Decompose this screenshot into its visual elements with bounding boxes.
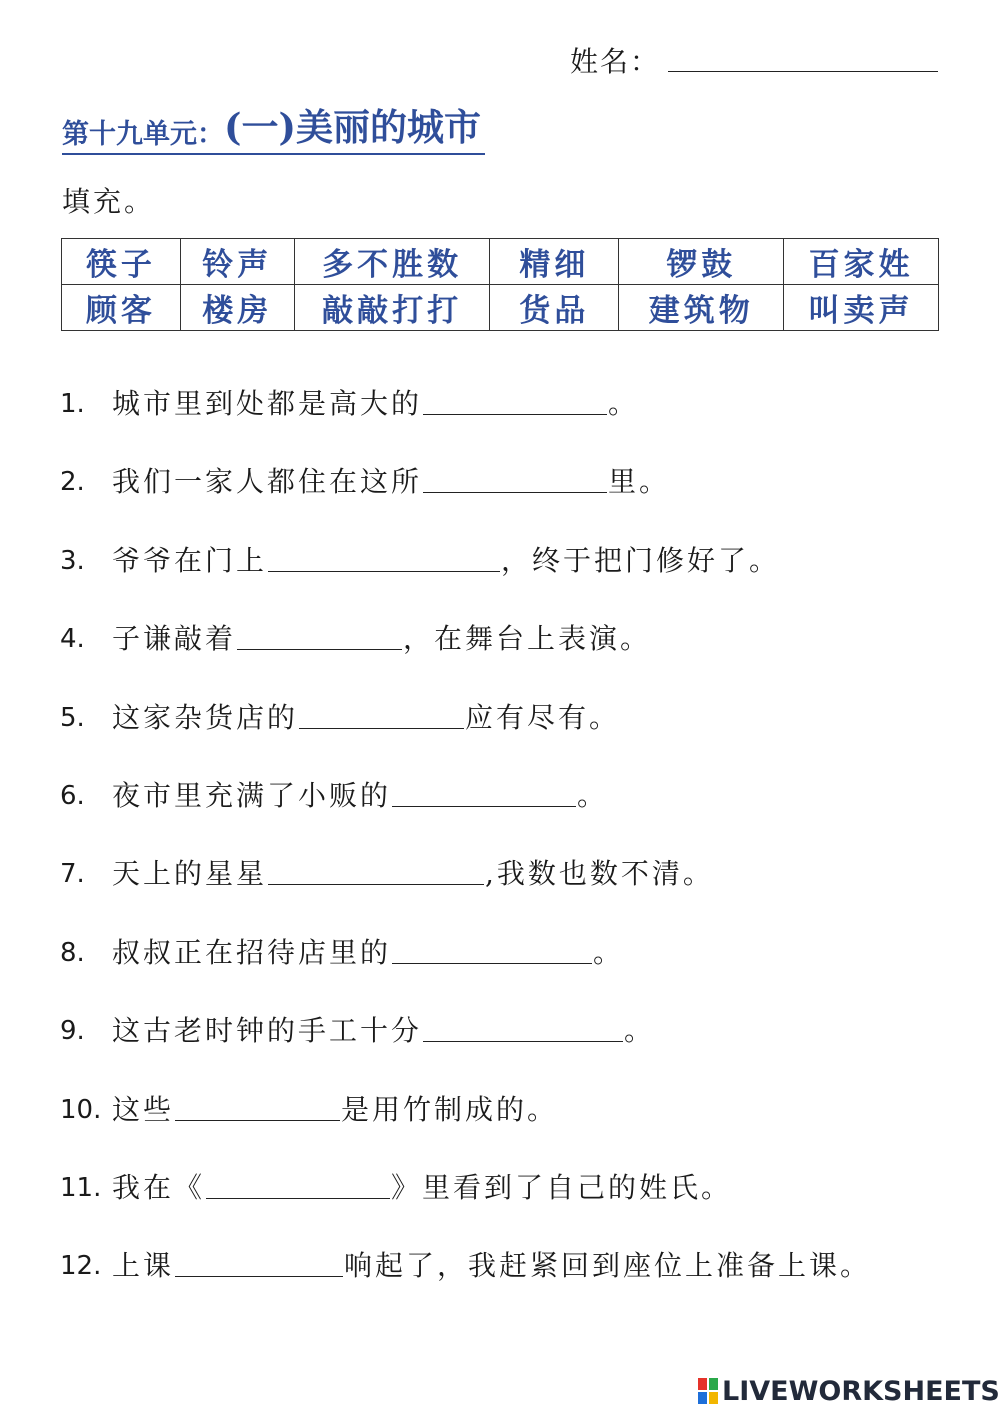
question-text-before: 这些 bbox=[112, 1092, 175, 1126]
question-number: 9. bbox=[60, 1016, 85, 1047]
question-number: 2. bbox=[60, 467, 85, 498]
question-text-after: 应有尽有。 bbox=[465, 700, 621, 734]
question-number: 7. bbox=[60, 859, 85, 890]
word-bank-cell: 敲敲打打 bbox=[294, 285, 490, 331]
liveworksheets-brand: LIVEWORKSHEETS bbox=[722, 1375, 1000, 1407]
word-bank-cell: 筷子 bbox=[62, 239, 181, 285]
question-text-before: 城市里到处都是高大的 bbox=[112, 387, 423, 420]
unit-title: 第十九单元： bbox=[62, 119, 224, 150]
page-title bbox=[62, 103, 485, 155]
question-text-before: 夜市里充满了小贩的 bbox=[112, 778, 392, 812]
question-item bbox=[60, 772, 980, 850]
answer-blank[interactable] bbox=[175, 1242, 343, 1277]
question-text-after: ,我数也数不清。 bbox=[485, 857, 714, 891]
question-text-after: 。 bbox=[608, 387, 640, 420]
question-item bbox=[60, 458, 980, 536]
liveworksheets-logo-icon bbox=[698, 1378, 718, 1404]
question-number: 12. bbox=[60, 1251, 102, 1282]
question-text-after: 里。 bbox=[608, 465, 671, 499]
question-item bbox=[60, 380, 980, 458]
question-text-before: 我们一家人都住在这所 bbox=[112, 465, 423, 499]
question-item bbox=[60, 1164, 980, 1242]
name-input-line[interactable] bbox=[668, 71, 938, 72]
word-bank-cell: 货品 bbox=[490, 285, 619, 331]
word-bank-row bbox=[62, 285, 939, 331]
question-item bbox=[60, 1007, 980, 1085]
question-text-after: 》里看到了自己的姓氏。 bbox=[391, 1170, 733, 1204]
question-text-before: 上课 bbox=[112, 1249, 175, 1283]
question-text-after: 。 bbox=[577, 778, 609, 812]
word-bank-cell: 叫卖声 bbox=[784, 285, 939, 331]
answer-blank[interactable] bbox=[175, 1086, 340, 1121]
question-list bbox=[60, 380, 980, 1321]
word-bank-row bbox=[62, 239, 939, 285]
answer-blank[interactable] bbox=[268, 850, 484, 885]
question-text-before: 叔叔正在招待店里的 bbox=[112, 935, 392, 969]
question-number: 10. bbox=[60, 1094, 102, 1125]
question-number: 5. bbox=[60, 702, 85, 733]
question-number: 8. bbox=[60, 937, 85, 968]
word-bank-table bbox=[61, 238, 939, 331]
question-text-after: ，终于把门修好了。 bbox=[501, 543, 781, 577]
question-item bbox=[60, 537, 980, 615]
word-bank-cell: 百家姓 bbox=[784, 239, 939, 285]
question-text-before: 这家杂货店的 bbox=[112, 700, 299, 734]
question-item bbox=[60, 694, 980, 772]
liveworksheets-logo[interactable] bbox=[698, 1374, 1000, 1408]
question-text-after: 。 bbox=[593, 935, 625, 969]
question-text-after: 。 bbox=[624, 1014, 656, 1048]
question-item bbox=[60, 1086, 980, 1164]
question-number: 3. bbox=[60, 545, 85, 576]
question-item bbox=[60, 1242, 980, 1320]
question-text-after: ，在舞台上表演。 bbox=[403, 622, 652, 656]
answer-blank[interactable] bbox=[423, 380, 607, 415]
question-number: 4. bbox=[60, 624, 85, 655]
question-text-after: 是用竹制成的。 bbox=[341, 1092, 559, 1126]
question-text-before: 爷爷在门上 bbox=[112, 543, 268, 577]
question-item bbox=[60, 615, 980, 693]
lesson-title: (一)美丽的城市 bbox=[224, 105, 482, 149]
answer-blank[interactable] bbox=[423, 1007, 623, 1042]
instruction: 填充。 bbox=[62, 185, 156, 218]
name-label: 姓名： bbox=[570, 45, 661, 78]
answer-blank[interactable] bbox=[392, 929, 592, 964]
answer-blank[interactable] bbox=[392, 772, 576, 807]
answer-blank[interactable] bbox=[423, 458, 607, 493]
word-bank-cell: 多不胜数 bbox=[294, 239, 490, 285]
question-text-after: 响起了，我赶紧回到座位上准备上课。 bbox=[344, 1249, 872, 1283]
question-text-before: 子谦敲着 bbox=[112, 622, 237, 656]
answer-blank[interactable] bbox=[268, 537, 500, 572]
question-number: 1. bbox=[60, 389, 85, 419]
word-bank-cell: 铃声 bbox=[180, 239, 294, 285]
word-bank-cell: 锣鼓 bbox=[619, 239, 784, 285]
question-text-before: 天上的星星 bbox=[112, 857, 268, 891]
answer-blank[interactable] bbox=[206, 1164, 390, 1199]
question-text-before: 这古老时钟的手工十分 bbox=[112, 1014, 423, 1048]
student-name-row bbox=[570, 40, 938, 80]
question-text-before: 我在《 bbox=[112, 1170, 206, 1204]
word-bank-cell: 精细 bbox=[490, 239, 619, 285]
question-number: 11. bbox=[60, 1172, 102, 1203]
question-item bbox=[60, 929, 980, 1007]
question-item bbox=[60, 850, 980, 928]
word-bank-cell: 顾客 bbox=[62, 285, 181, 331]
word-bank-cell: 楼房 bbox=[180, 285, 294, 331]
word-bank-cell: 建筑物 bbox=[619, 285, 784, 331]
answer-blank[interactable] bbox=[237, 615, 402, 650]
question-number: 6. bbox=[60, 780, 85, 811]
answer-blank[interactable] bbox=[299, 694, 464, 729]
